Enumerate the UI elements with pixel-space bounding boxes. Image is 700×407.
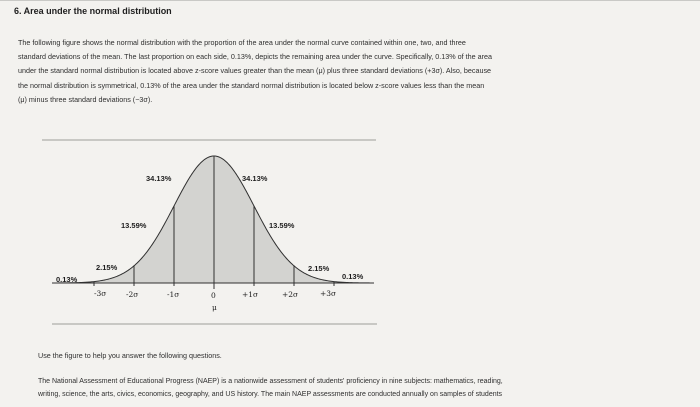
area-label-right-tail: 0.13% bbox=[342, 272, 364, 281]
intro-line: The following figure shows the normal distribution with the proportion of the area under the normal curve contained within one, two, and three bbox=[18, 38, 466, 47]
top-divider bbox=[0, 0, 700, 1]
area-label-left-2-3: 2.15% bbox=[96, 263, 118, 272]
mean-mu-label: μ bbox=[212, 303, 217, 312]
tick-mean-zero: 0 bbox=[211, 291, 216, 300]
area-label-left-tail: 0.13% bbox=[56, 275, 78, 284]
intro-line: standard deviations of the mean. The last proportion on each side, 0.13%, depicts the remaining area under the curve. Specifically, 0.13% of the area bbox=[18, 52, 492, 62]
intro-line: the normal distribution is symmetrical, 0.13% of the area under the standard normal distribution is located below z-score values less than the mean bbox=[18, 80, 485, 90]
intro-line: under the standard normal distribution is located above z-score values greater than the mean (μ) plus three standard deviations (+3σ). Also, because bbox=[18, 66, 492, 76]
question-heading: 6. Area under the normal distribution bbox=[14, 6, 172, 16]
tick-plus-2-sigma: +2σ bbox=[282, 290, 299, 299]
area-label-right-1-2: 13.59% bbox=[269, 221, 295, 230]
naep-line: The National Assessment of Educational Progress (NAEP) is a nationwide assessment of students' proficiency in nine subjects: mathematics, reading, bbox=[38, 378, 503, 385]
figure-top-divider bbox=[42, 139, 376, 141]
figure-bottom-divider bbox=[52, 323, 377, 325]
naep-paragraph bbox=[38, 375, 678, 401]
area-label-left-1-2: 13.59% bbox=[121, 221, 147, 230]
area-label-left-0-1: 34.13% bbox=[146, 174, 172, 183]
tick-minus-2-sigma: -2σ bbox=[126, 290, 139, 299]
area-label-right-2-3: 2.15% bbox=[308, 264, 330, 273]
tick-plus-3-sigma: +3σ bbox=[320, 289, 337, 298]
area-label-right-0-1: 34.13% bbox=[242, 174, 268, 183]
instruction-text: Use the figure to help you answer the following questions. bbox=[38, 351, 222, 360]
tick-minus-1-sigma: -1σ bbox=[167, 290, 180, 299]
tick-plus-1-sigma: +1σ bbox=[242, 290, 259, 299]
naep-line: writing, science, the arts, civics, economics, geography, and US history. The main NAEP assessments are conducted annually on samples of students bbox=[38, 391, 503, 398]
intro-paragraph bbox=[18, 36, 643, 107]
intro-line: (μ) minus three standard deviations (−3σ). bbox=[18, 94, 153, 104]
tick-minus-3-sigma: -3σ bbox=[94, 289, 107, 298]
normal-distribution-figure bbox=[42, 150, 382, 315]
normal-curve-svg bbox=[42, 150, 382, 315]
